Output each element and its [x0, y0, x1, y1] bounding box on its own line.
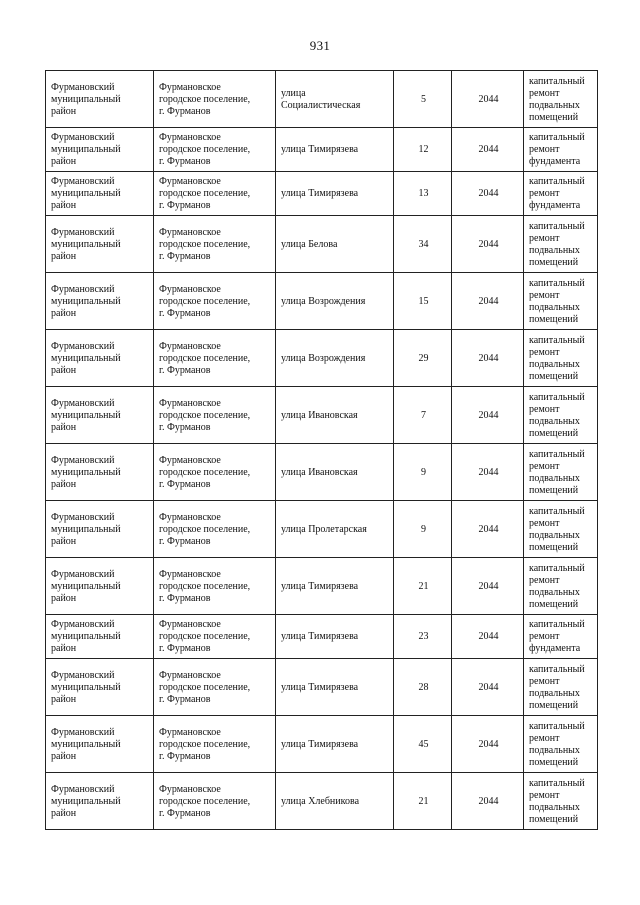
year-cell-text: 2044 — [478, 681, 499, 693]
table-row — [46, 273, 598, 330]
year-cell-text: 2044 — [478, 188, 499, 199]
year-cell — [452, 330, 524, 387]
house-number-cell — [394, 273, 452, 330]
table-row — [46, 128, 598, 172]
table-row — [46, 444, 598, 501]
year-cell-text: 2044 — [478, 409, 499, 421]
work-type-cell — [524, 773, 598, 830]
house-number-cell — [394, 558, 452, 615]
work-type-cell — [524, 444, 598, 501]
district-cell-text: Фурмановский муниципальный район — [51, 619, 121, 654]
house-number-cell-text: 13 — [418, 188, 429, 199]
street-cell — [276, 716, 394, 773]
district-cell-text: Фурмановский муниципальный район — [51, 726, 121, 762]
street-cell — [276, 558, 394, 615]
table-row — [46, 387, 598, 444]
street-cell — [276, 273, 394, 330]
table-row — [46, 716, 598, 773]
table-body — [46, 71, 598, 830]
district-cell — [46, 501, 154, 558]
street-cell-text: улица Хлебникова — [281, 795, 360, 807]
year-cell — [452, 615, 524, 659]
work-type-cell-text: капитальный ремонт подвальных помещений — [529, 663, 585, 711]
settlement-cell-text: Фурмановское городское поселение, г. Фурманов — [159, 619, 251, 654]
settlement-cell-text: Фурмановское городское поселение, г. Фурманов — [159, 340, 251, 376]
district-cell-text: Фурмановский муниципальный район — [51, 132, 121, 167]
work-type-cell-text: капитальный ремонт подвальных помещений — [529, 391, 585, 439]
year-cell-text: 2044 — [478, 738, 499, 750]
street-cell-text: улица Возрождения — [281, 352, 366, 364]
settlement-cell — [154, 387, 276, 444]
work-type-cell — [524, 558, 598, 615]
house-number-cell — [394, 444, 452, 501]
house-number-cell — [394, 172, 452, 216]
house-number-cell-text: 5 — [421, 93, 426, 105]
year-cell-text: 2044 — [478, 523, 499, 535]
house-number-cell — [394, 773, 452, 830]
district-cell-text: Фурмановский муниципальный район — [51, 397, 121, 433]
house-number-cell-text: 23 — [418, 631, 429, 642]
settlement-cell — [154, 273, 276, 330]
settlement-cell-text: Фурмановское городское поселение, г. Фурманов — [159, 454, 251, 490]
year-cell — [452, 558, 524, 615]
district-cell-text: Фурмановский муниципальный район — [51, 283, 121, 319]
house-number-cell — [394, 615, 452, 659]
house-number-cell — [394, 659, 452, 716]
settlement-cell-text: Фурмановское городское поселение, г. Фурманов — [159, 176, 251, 211]
settlement-cell-text: Фурмановское городское поселение, г. Фурманов — [159, 669, 251, 705]
table-row — [46, 558, 598, 615]
street-cell-text: улица Тимирязева — [281, 681, 359, 693]
settlement-cell — [154, 172, 276, 216]
settlement-cell — [154, 216, 276, 273]
year-cell-text: 2044 — [478, 144, 499, 155]
work-type-cell — [524, 330, 598, 387]
district-cell — [46, 716, 154, 773]
house-number-cell-text: 34 — [418, 238, 429, 250]
work-type-cell-text: капитальный ремонт подвальных помещений — [529, 277, 585, 325]
street-cell-text: улица Ивановская — [281, 466, 358, 478]
settlement-cell — [154, 615, 276, 659]
work-type-cell — [524, 128, 598, 172]
year-cell-text: 2044 — [478, 295, 499, 307]
house-number-cell — [394, 501, 452, 558]
year-cell — [452, 273, 524, 330]
street-cell — [276, 330, 394, 387]
work-type-cell — [524, 387, 598, 444]
year-cell-text: 2044 — [478, 352, 499, 364]
settlement-cell-text: Фурмановское городское поселение, г. Фурманов — [159, 81, 251, 117]
settlement-cell — [154, 716, 276, 773]
district-cell-text: Фурмановский муниципальный район — [51, 340, 121, 376]
work-type-cell-text: капитальный ремонт подвальных помещений — [529, 720, 585, 768]
work-type-cell — [524, 659, 598, 716]
year-cell — [452, 659, 524, 716]
settlement-cell — [154, 501, 276, 558]
work-type-cell-text: капитальный ремонт подвальных помещений — [529, 777, 585, 825]
district-cell — [46, 273, 154, 330]
year-cell — [452, 716, 524, 773]
district-cell-text: Фурмановский муниципальный район — [51, 176, 121, 211]
work-type-cell — [524, 501, 598, 558]
work-type-cell-text: капитальный ремонт подвальных помещений — [529, 448, 585, 496]
table-row — [46, 615, 598, 659]
work-type-cell-text: капитальный ремонт подвальных помещений — [529, 334, 585, 382]
work-type-cell — [524, 273, 598, 330]
house-number-cell — [394, 716, 452, 773]
street-cell — [276, 172, 394, 216]
table-row — [46, 501, 598, 558]
year-cell — [452, 444, 524, 501]
house-number-cell-text: 12 — [418, 144, 429, 155]
settlement-cell — [154, 330, 276, 387]
house-number-cell — [394, 216, 452, 273]
settlement-cell-text: Фурмановское городское поселение, г. Фурманов — [159, 568, 251, 604]
district-cell — [46, 216, 154, 273]
street-cell — [276, 216, 394, 273]
street-cell — [276, 773, 394, 830]
year-cell-text: 2044 — [478, 795, 499, 807]
house-number-cell-text: 9 — [421, 523, 426, 535]
year-cell — [452, 71, 524, 128]
year-cell — [452, 387, 524, 444]
settlement-cell — [154, 71, 276, 128]
settlement-cell — [154, 659, 276, 716]
district-cell-text: Фурмановский муниципальный район — [51, 568, 121, 604]
settlement-cell-text: Фурмановское городское поселение, г. Фурманов — [159, 132, 251, 167]
year-cell — [452, 216, 524, 273]
street-cell-text: улица Социалистическая — [281, 87, 361, 111]
house-number-cell-text: 45 — [418, 738, 429, 750]
house-number-cell — [394, 330, 452, 387]
street-cell-text: улица Пролетарская — [281, 523, 367, 535]
street-cell — [276, 615, 394, 659]
settlement-cell — [154, 128, 276, 172]
year-cell-text: 2044 — [478, 631, 499, 642]
settlement-cell-text: Фурмановское городское поселение, г. Фурманов — [159, 511, 251, 547]
work-type-cell — [524, 615, 598, 659]
street-cell-text: улица Белова — [281, 238, 338, 250]
settlement-cell-text: Фурмановское городское поселение, г. Фурманов — [159, 726, 251, 762]
district-cell — [46, 773, 154, 830]
house-number-cell — [394, 71, 452, 128]
settlement-cell — [154, 444, 276, 501]
house-number-cell-text: 9 — [421, 466, 426, 478]
street-cell-text: улица Ивановская — [281, 409, 358, 421]
street-cell-text: улица Тимирязева — [281, 144, 359, 155]
work-type-cell-text: капитальный ремонт подвальных помещений — [529, 220, 585, 268]
table-row — [46, 71, 598, 128]
street-cell — [276, 501, 394, 558]
district-cell-text: Фурмановский муниципальный район — [51, 511, 121, 547]
work-type-cell-text: капитальный ремонт подвальных помещений — [529, 562, 585, 610]
district-cell-text: Фурмановский муниципальный район — [51, 669, 121, 705]
district-cell — [46, 387, 154, 444]
district-cell — [46, 128, 154, 172]
work-type-cell — [524, 71, 598, 128]
work-type-cell-text: капитальный ремонт фундамента — [529, 132, 585, 167]
house-number-cell-text: 21 — [418, 580, 429, 592]
work-type-cell — [524, 172, 598, 216]
work-type-cell-text: капитальный ремонт фундамента — [529, 619, 585, 654]
house-number-cell-text: 15 — [418, 295, 429, 307]
work-type-cell-text: капитальный ремонт фундамента — [529, 176, 585, 211]
year-cell-text: 2044 — [478, 466, 499, 478]
street-cell — [276, 128, 394, 172]
house-number-cell — [394, 128, 452, 172]
street-cell-text: улица Тимирязева — [281, 580, 359, 592]
district-cell — [46, 659, 154, 716]
work-type-cell-text: капитальный ремонт подвальных помещений — [529, 75, 585, 123]
street-cell — [276, 659, 394, 716]
district-cell-text: Фурмановский муниципальный район — [51, 226, 121, 262]
settlement-cell — [154, 773, 276, 830]
work-type-cell — [524, 216, 598, 273]
work-type-cell — [524, 716, 598, 773]
house-number-cell-text: 7 — [421, 409, 426, 421]
district-cell-text: Фурмановский муниципальный район — [51, 783, 121, 819]
district-cell-text: Фурмановский муниципальный район — [51, 454, 121, 490]
street-cell — [276, 387, 394, 444]
year-cell-text: 2044 — [478, 238, 499, 250]
district-cell — [46, 615, 154, 659]
year-cell-text: 2044 — [478, 93, 499, 105]
work-type-cell-text: капитальный ремонт подвальных помещений — [529, 505, 585, 553]
table-row — [46, 659, 598, 716]
house-number-cell-text: 21 — [418, 795, 429, 807]
table-row — [46, 216, 598, 273]
street-cell-text: улица Тимирязева — [281, 188, 359, 199]
year-cell — [452, 128, 524, 172]
year-cell — [452, 773, 524, 830]
year-cell — [452, 501, 524, 558]
district-cell — [46, 71, 154, 128]
table-row — [46, 330, 598, 387]
house-number-cell — [394, 387, 452, 444]
district-cell — [46, 444, 154, 501]
settlement-cell-text: Фурмановское городское поселение, г. Фурманов — [159, 397, 251, 433]
street-cell-text: улица Тимирязева — [281, 738, 359, 750]
street-cell-text: улица Возрождения — [281, 295, 366, 307]
table-row — [46, 172, 598, 216]
year-cell-text: 2044 — [478, 580, 499, 592]
street-cell-text: улица Тимирязева — [281, 631, 359, 642]
district-cell — [46, 558, 154, 615]
repair-schedule-table — [45, 70, 598, 830]
settlement-cell-text: Фурмановское городское поселение, г. Фурманов — [159, 226, 251, 262]
district-cell — [46, 172, 154, 216]
table-row — [46, 773, 598, 830]
house-number-cell-text: 29 — [418, 352, 429, 364]
district-cell-text: Фурмановский муниципальный район — [51, 81, 121, 117]
street-cell — [276, 444, 394, 501]
district-cell — [46, 330, 154, 387]
settlement-cell-text: Фурмановское городское поселение, г. Фурманов — [159, 283, 251, 319]
settlement-cell — [154, 558, 276, 615]
year-cell — [452, 172, 524, 216]
street-cell — [276, 71, 394, 128]
page-number: 931 — [309, 38, 331, 53]
house-number-cell-text: 28 — [418, 681, 429, 693]
settlement-cell-text: Фурмановское городское поселение, г. Фурманов — [159, 783, 251, 819]
